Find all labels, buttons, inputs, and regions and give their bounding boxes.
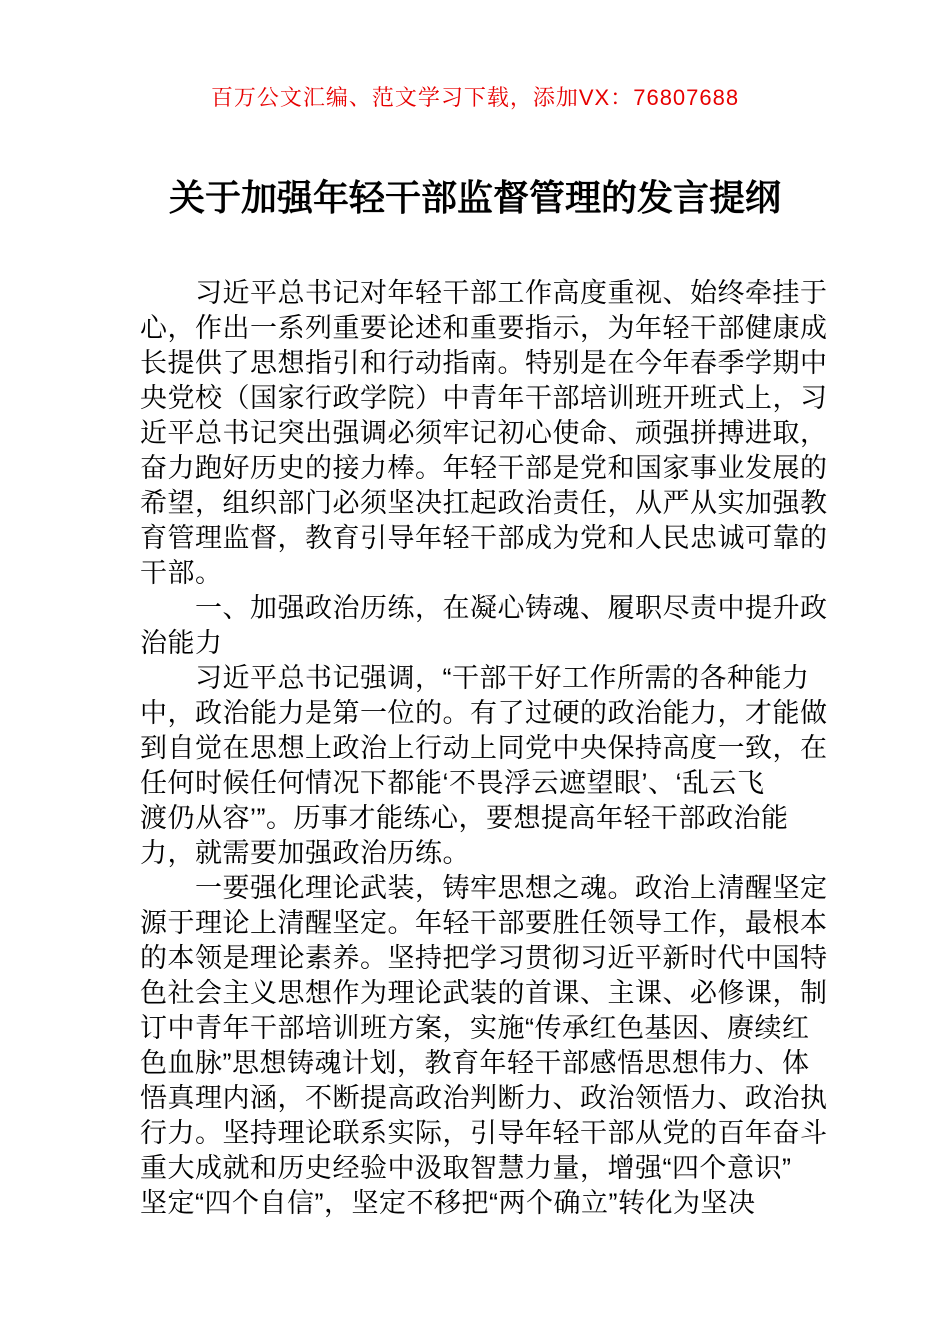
text-line: 的本领是理论素养。坚持把学习贯彻习近平新时代中国特 xyxy=(140,943,828,973)
text-line: 治能力 xyxy=(140,628,223,658)
text-line: 习近平总书记对年轻干部工作高度重视、始终牵挂于 xyxy=(195,278,828,308)
text-line: 奋力跑好历史的接力棒。年轻干部是党和国家事业发展的 xyxy=(140,453,828,483)
body-paragraph xyxy=(140,276,828,591)
text-line: 源于理论上清醒坚定。年轻干部要胜任领导工作，最根本 xyxy=(140,908,828,938)
body-paragraph xyxy=(140,661,828,871)
text-line: 育管理监督，教育引导年轻干部成为党和人民忠诚可靠的 xyxy=(140,523,828,553)
text-line: 订中青年干部培训班方案，实施“传承红色基因、赓续红 xyxy=(140,1013,810,1043)
text-line: 习近平总书记强调，“干部干好工作所需的各种能力 xyxy=(195,663,810,693)
body-paragraph xyxy=(140,871,828,1221)
section-heading xyxy=(140,591,828,661)
text-line: 色社会主义思想作为理论武装的首课、主课、必修课，制 xyxy=(140,978,828,1008)
text-line: 任何时候任何情况下都能‘不畏浮云遮望眼’、‘乱云飞 xyxy=(140,768,765,798)
text-line: 色血脉”思想铸魂计划，教育年轻干部感悟思想伟力、体 xyxy=(140,1048,810,1078)
text-line: 坚定“四个自信”，坚定不移把“两个确立”转化为坚决 xyxy=(140,1188,756,1218)
text-line: 近平总书记突出强调必须牢记初心使命、顽强拼搏进取， xyxy=(140,418,828,448)
text-line: 行力。坚持理论联系实际，引导年轻干部从党的百年奋斗 xyxy=(140,1118,828,1148)
text-line: 希望，组织部门必须坚决扛起政治责任，从严从实加强教 xyxy=(140,488,828,518)
text-line: 一要强化理论武装，铸牢思想之魂。政治上清醒坚定 xyxy=(195,873,828,903)
text-line: 力，就需要加强政治历练。 xyxy=(140,838,470,868)
text-line: 重大成就和历史经验中汲取智慧力量，增强“四个意识” xyxy=(140,1153,792,1183)
promo-notice: 百万公文汇编、范文学习下载，添加VX：76807688 xyxy=(210,85,740,110)
text-line: 悟真理内涵，不断提高政治判断力、政治领悟力、政治执 xyxy=(140,1083,828,1113)
text-line: 渡仍从容’”。历事才能练心，要想提高年轻干部政治能 xyxy=(140,803,789,833)
text-line: 干部。 xyxy=(140,558,223,588)
text-line: 心，作出一系列重要论述和重要指示，为年轻干部健康成 xyxy=(140,313,828,343)
text-line: 中，政治能力是第一位的。有了过硬的政治能力，才能做 xyxy=(140,698,828,728)
text-line: 央党校（国家行政学院）中青年干部培训班开班式上，习 xyxy=(140,383,828,413)
document-body xyxy=(140,276,828,1221)
text-line: 长提供了思想指引和行动指南。特别是在今年春季学期中 xyxy=(140,348,828,378)
text-line: 到自觉在思想上政治上行动上同党中央保持高度一致，在 xyxy=(140,733,828,763)
text-line: 一、加强政治历练，在凝心铸魂、履职尽责中提升政 xyxy=(195,593,828,623)
page-title: 关于加强年轻干部监督管理的发言提纲 xyxy=(168,177,781,218)
